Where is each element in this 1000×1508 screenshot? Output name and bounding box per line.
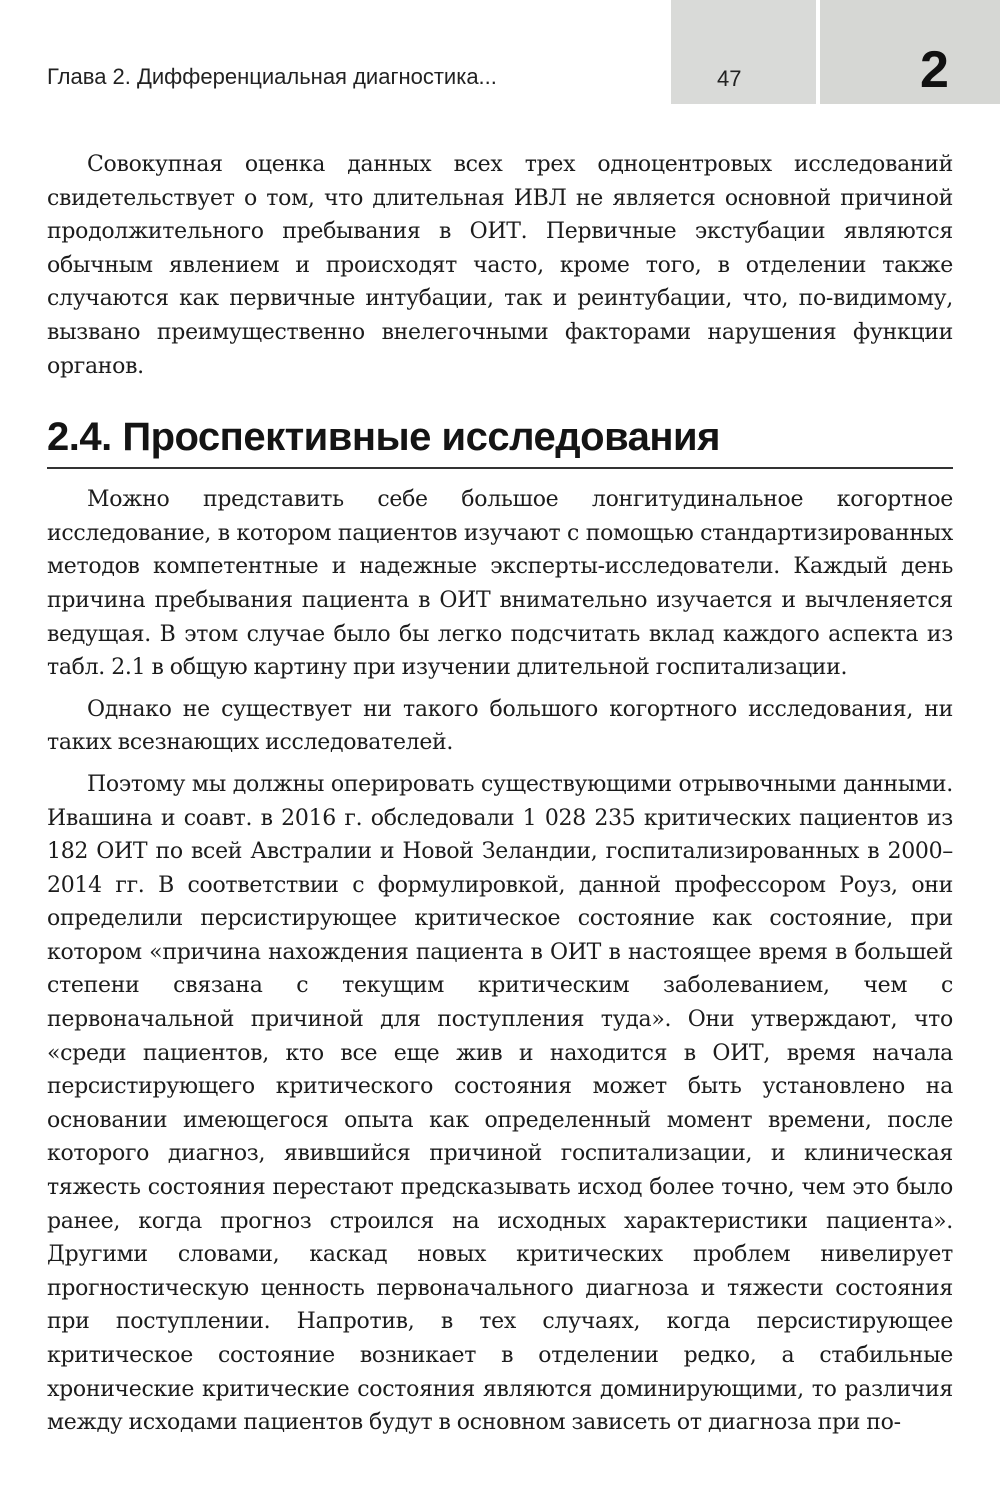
running-title: Глава 2. Дифференциальная диагностика... <box>47 64 497 89</box>
page-number: 47 <box>717 66 742 91</box>
paragraph: Совокупная оценка данных всех трех одноцентровых исследований свидетельствует о том, что длительная ИВЛ не является основной причиной продолжительного пребывания в ОИТ. Первичные экстубации являются обычным явлением и происходят часто, кроме того, в отделении также случаются как первичные интубации, так и реинтубации, что, по-видимому, вызвано преимущественно внелегочными факторами нарушения функции органов. <box>47 152 953 379</box>
chapter-tab <box>820 0 1000 104</box>
paragraph: Однако не существует ни такого большого когортного исследования, ни таких всезнающих исследователей. <box>47 696 953 756</box>
chapter-number: 2 <box>920 41 949 99</box>
page-content <box>47 148 953 1440</box>
page-number-tab <box>671 0 816 104</box>
section-heading: 2.4. Проспективные исследования <box>47 413 953 469</box>
page-header <box>0 0 1000 104</box>
paragraph: Можно представить себе большое лонгитудинальное когортное исследование, в котором пациентов изучают с помощью стандартизированных методов компетентные и надежные эксперты-исследователи. Каждый день причина пребывания пациента в ОИТ внимательно изучается и вычленяется ведущая. В этом случае было бы легко подсчитать вклад каждого аспекта из табл. 2.1 в общую картину при изучении длительной госпитализации. <box>47 487 953 681</box>
paragraph: Поэтому мы должны оперировать существующими отрывочными данными. Ивашина и соавт. в 2016 г. обследовали 1 028 235 критических пациентов из 182 ОИТ по всей Австралии и Новой Зеландии, госпитализированных в 2000–2014 гг. В соответствии с формулировкой, данной профессором Роуз, они определили персистирующее критическое состояние как состояние, при котором «причина нахождения пациента в ОИТ в настоящее время в большей степени связана с текущим критическим заболеванием, чем с первоначальной причиной для поступления туда». Они утверждают, что «среди пациентов, кто все еще жив и находится в ОИТ, время начала персистирующего критического состояния может быть установлено на основании имеющегося опыта как определенный момент времени, после которого диагноз, явившийся причиной госпитализации, и клиническая тяжесть состояния перестают предсказывать исход более точно, чем это было ранее, когда прогноз строился на исходных характеристики пациента». Другими словами, каскад новых критических проблем нивелирует прогностическую ценность первоначального диагноза и тяжести состояния при поступлении. Напротив, в тех случаях, когда персистирующее критическое состояние возникает в отделении редко, а стабильные хронические критические состояния являются доминирующими, то различия между исходами пациентов будут в основном зависеть от диагноза при по- <box>47 771 953 1436</box>
